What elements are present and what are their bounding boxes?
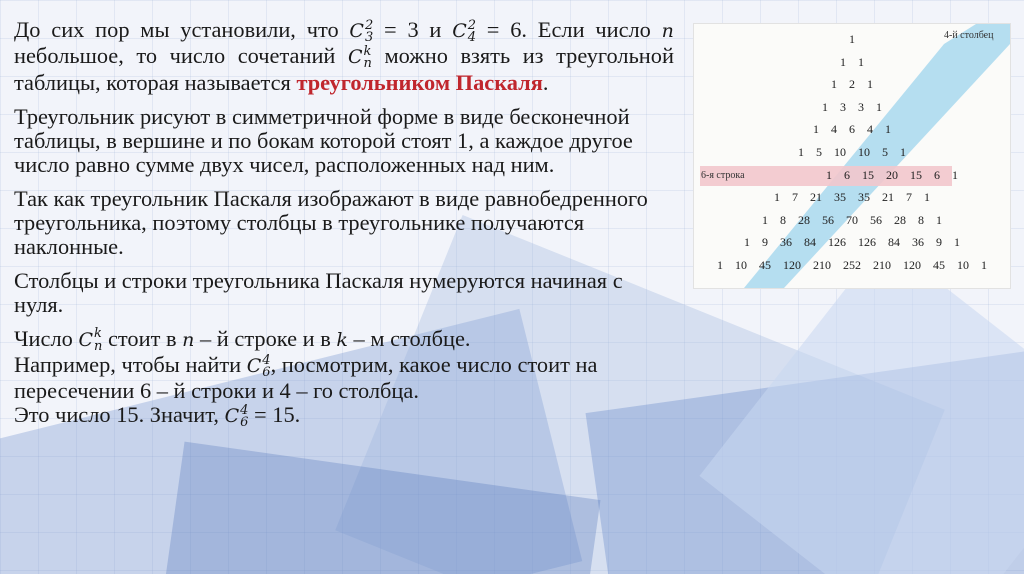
text: = 6. Если число bbox=[486, 17, 651, 42]
column-label: 4-й столбец bbox=[944, 30, 994, 41]
pascal-row bbox=[694, 213, 1010, 233]
pascal-number: 4 bbox=[867, 122, 873, 137]
pascal-number: 8 bbox=[780, 212, 786, 227]
pascal-row bbox=[694, 168, 1011, 188]
pascal-number: 4 bbox=[831, 122, 837, 137]
pascal-row bbox=[694, 32, 1010, 52]
math-c64: C 4 6 bbox=[224, 403, 249, 431]
pascal-number: 56 bbox=[822, 212, 834, 227]
text: стоит в bbox=[107, 325, 177, 351]
paragraph-4: Столбцы и строки треугольника Паскаля нумеруются начиная с нуля. bbox=[14, 267, 623, 317]
pascal-row bbox=[694, 258, 1010, 278]
paragraph-5 bbox=[14, 327, 674, 430]
pascal-number: 10 bbox=[735, 258, 747, 272]
text: можно взять из треугольной таблицы, которая называется bbox=[14, 43, 674, 95]
pascal-number: 10 bbox=[957, 258, 969, 272]
paragraph-2: Треугольник рисуют в симметричной форме в виде бесконечной таблицы, в вершине и по бокам которой стоят 1, а каждое другое число равно сумме двух чисел, расположенных над ним. bbox=[14, 103, 633, 177]
slide-text bbox=[14, 18, 674, 440]
pascal-number: 1 bbox=[813, 122, 819, 137]
pascal-number: 1 bbox=[981, 258, 987, 272]
pascal-number: 7 bbox=[906, 190, 912, 205]
pascal-number: 1 bbox=[840, 54, 846, 69]
pascal-number: 28 bbox=[894, 212, 906, 227]
pascal-number: 84 bbox=[804, 235, 816, 250]
pascal-number: 56 bbox=[870, 212, 882, 227]
pascal-number: 3 bbox=[840, 99, 846, 114]
pascal-number: 36 bbox=[780, 235, 792, 250]
pascal-row bbox=[694, 145, 1010, 165]
pascal-number: 15 bbox=[910, 167, 922, 182]
pascal-number: 2 bbox=[849, 77, 855, 92]
pascal-number: 1 bbox=[849, 32, 855, 46]
math-c32: C 2 3 bbox=[349, 17, 374, 45]
pascal-number: 252 bbox=[843, 258, 861, 272]
pascal-number: 7 bbox=[792, 190, 798, 205]
math-n: n bbox=[182, 328, 195, 351]
pascal-number: 6 bbox=[934, 167, 940, 182]
text: – й строке и в bbox=[200, 325, 331, 351]
pascal-number: 35 bbox=[834, 190, 846, 205]
text: = 15. bbox=[254, 402, 301, 428]
pascal-number: 35 bbox=[858, 190, 870, 205]
pascal-number: 1 bbox=[744, 235, 750, 250]
pascal-number: 28 bbox=[798, 212, 810, 227]
pascal-row bbox=[694, 235, 1010, 255]
math-cnk: C k n bbox=[347, 44, 372, 72]
pascal-number: 1 bbox=[924, 190, 930, 205]
pascal-number: 1 bbox=[798, 145, 804, 159]
pascal-number: 21 bbox=[810, 190, 822, 205]
pascal-row bbox=[694, 77, 1010, 97]
pascal-row bbox=[694, 100, 1010, 120]
highlight-pascal: треугольником Паскаля bbox=[296, 69, 543, 95]
math-n: n bbox=[661, 20, 674, 42]
pascal-triangle-image bbox=[693, 23, 1011, 289]
math-c42: C 2 4 bbox=[452, 17, 477, 45]
text: До сих пор мы установили, что bbox=[14, 17, 339, 42]
pascal-row bbox=[694, 190, 1010, 210]
math-k: k bbox=[336, 328, 348, 351]
pascal-number: 3 bbox=[858, 99, 864, 114]
text: . bbox=[542, 69, 549, 95]
text: = 3 и bbox=[384, 17, 442, 42]
pascal-number: 1 bbox=[826, 167, 832, 182]
pascal-number: 45 bbox=[933, 258, 945, 272]
pascal-number: 126 bbox=[828, 235, 846, 250]
pascal-number: 1 bbox=[717, 258, 723, 272]
pascal-number: 10 bbox=[858, 145, 870, 159]
pascal-number: 210 bbox=[813, 258, 831, 272]
pascal-row bbox=[694, 55, 1010, 75]
pascal-number: 21 bbox=[882, 190, 894, 205]
text: , посмотрим, какое число стоит на пересечении 6 – й строки и 4 – го столбца. bbox=[14, 352, 598, 404]
pascal-number: 45 bbox=[759, 258, 771, 272]
pascal-number: 1 bbox=[952, 167, 958, 182]
pascal-number: 1 bbox=[762, 212, 768, 227]
pascal-number: 70 bbox=[846, 212, 858, 227]
pascal-number: 36 bbox=[912, 235, 924, 250]
pascal-number: 10 bbox=[834, 145, 846, 159]
pascal-number: 84 bbox=[888, 235, 900, 250]
pascal-number: 5 bbox=[816, 145, 822, 159]
math-c64: C 4 6 bbox=[246, 352, 271, 381]
pascal-number: 1 bbox=[831, 77, 837, 92]
paragraph-3: Так как треугольник Паскаля изображают в виде равнобедренного треугольника, поэтому столбцы в треугольнике получаются наклонные. bbox=[14, 185, 648, 259]
pascal-number: 1 bbox=[936, 212, 942, 227]
pascal-number: 126 bbox=[858, 235, 876, 250]
text: Это число 15. Значит, bbox=[14, 402, 219, 428]
pascal-number: 1 bbox=[822, 99, 828, 114]
pascal-number: 210 bbox=[873, 258, 891, 272]
math-cnk: C k n bbox=[78, 326, 103, 354]
pascal-number: 9 bbox=[762, 235, 768, 250]
pascal-number: 6 bbox=[844, 167, 850, 182]
pascal-number: 20 bbox=[886, 167, 898, 182]
pascal-number: 120 bbox=[783, 258, 801, 272]
row-label: 6-я строка bbox=[701, 170, 745, 181]
text: небольшое, то число сочетаний bbox=[14, 43, 336, 69]
pascal-number: 6 bbox=[849, 122, 855, 137]
text: Число bbox=[14, 325, 73, 351]
pascal-number: 1 bbox=[954, 235, 960, 250]
pascal-number: 1 bbox=[876, 99, 882, 114]
pascal-number: 15 bbox=[862, 167, 874, 182]
pascal-number: 1 bbox=[885, 122, 891, 137]
pascal-number: 1 bbox=[774, 190, 780, 205]
pascal-number: 9 bbox=[936, 235, 942, 250]
pascal-number: 8 bbox=[918, 212, 924, 227]
pascal-number: 1 bbox=[900, 145, 906, 159]
pascal-number: 1 bbox=[867, 77, 873, 92]
pascal-row bbox=[694, 122, 1010, 142]
text: Например, чтобы найти bbox=[14, 352, 242, 378]
paragraph-intro bbox=[14, 18, 674, 95]
pascal-number: 5 bbox=[882, 145, 888, 159]
pascal-number: 1 bbox=[858, 54, 864, 69]
text: – м столбце. bbox=[353, 325, 471, 351]
pascal-number: 120 bbox=[903, 258, 921, 272]
